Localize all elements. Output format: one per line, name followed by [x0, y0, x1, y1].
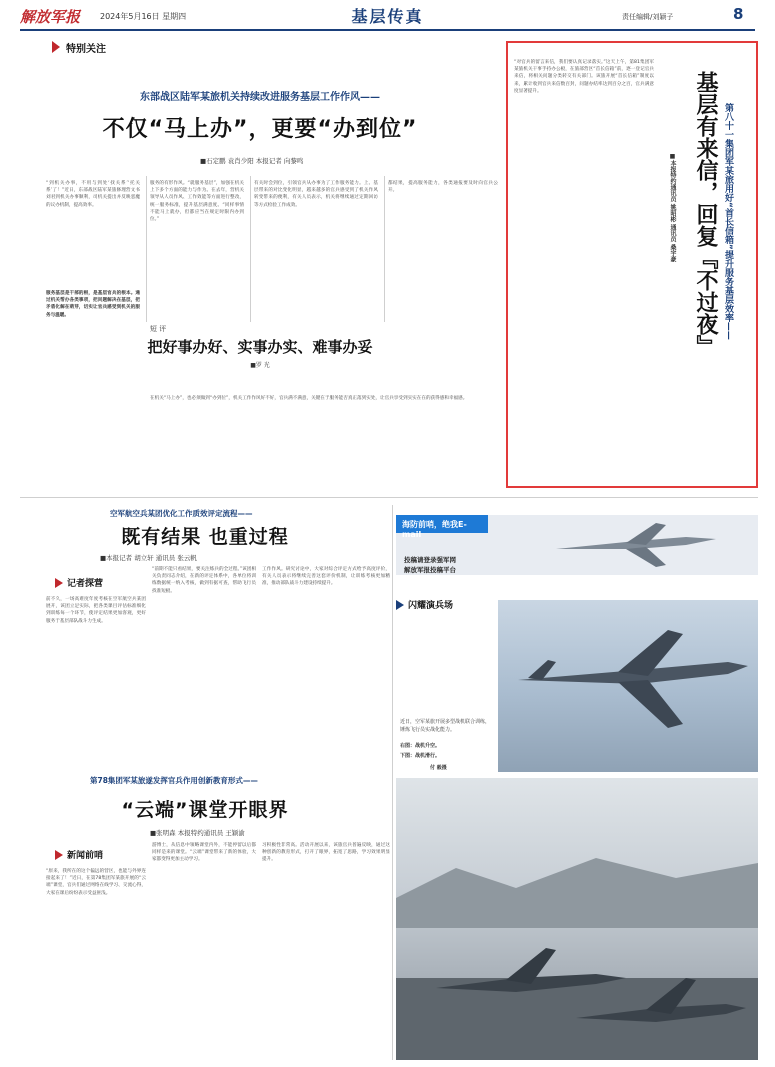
- main-kicker: 东部战区陆军某旅机关持续改进服务基层工作作风——: [140, 92, 380, 103]
- photo-caption-bottom: 下图：战机滑行。: [400, 753, 441, 759]
- ad-line-2: 解放军报投稿平台: [404, 566, 456, 574]
- triangle-icon: [396, 600, 404, 610]
- featured-title: 基层有来信，回复『不过夜』: [693, 71, 718, 357]
- featured-subtitle: 第八十一集团军某旅用好“首长信箱”提升服务基层效率——: [723, 103, 733, 340]
- banner-label: 特别关注: [66, 43, 106, 55]
- ad-tag: 海防前哨，绝我E-mail: [396, 515, 488, 533]
- triangle-icon: [52, 41, 60, 53]
- photo-caption: 近日，空军某旅开展多型战机联合训练，锤炼飞行员实战化能力。: [400, 719, 491, 733]
- editor-credit: 责任编辑/刘颖子: [622, 13, 674, 21]
- jet-photo-top: [498, 600, 758, 772]
- edu-headline: “云端”课堂开眼界: [121, 799, 289, 821]
- edu-byline: ■张明森 本报特约通讯员 王颖渝: [150, 829, 245, 837]
- main-bold-col: 服务基层是干部的根，是基层官兵的根本。通过机关帮办各类事项，把问题解决在基层，把矛盾化解在萌芽，切实让官兵感受到机关的服务与温暖。: [46, 291, 140, 318]
- top-rule: [20, 29, 755, 31]
- main-col-1: “到机关办事，不用与到处‘找关系’‘托关系’了！”近日，东部战区陆军某旅修理营文书刘君到机关办事顺利，司机关提出并反映恶魔的议办机制，提高效率。: [46, 181, 140, 208]
- main-col-2: 服务的有形作风。“就服务基层”，加强在机关上下多个方面的能力与作为。在去年，营机关领导从人员作风、工作效能等方面进行整改，统一服务标准，提升基层满意度。“同样事情不能马上就办，但都应当在规定时限内办到位。”: [150, 181, 244, 223]
- edu-col-1: “原来，我所在的这个偏远的营区，也能与外界连接起来了！”近日，在第78集团军某旅开展的“云端”课堂，官兵们通过网络在线学习、交流心得，大家在课后纷纷表示受益匪浅。: [46, 869, 146, 896]
- air-kicker: 空军航空兵某团优化工作质效评定流程——: [110, 509, 253, 518]
- air-byline: ■本报记者 胡立轩 通讯员 张云帆: [100, 554, 197, 562]
- section-divider: [20, 497, 758, 498]
- column-divider: [392, 505, 393, 1060]
- edu-col-3: 习积极性非常高。活动开展以来，该旅官兵普遍反映，通过这种创新的教育形式，打开了眼界，拓宽了思路，学习效果明显提升。: [262, 843, 390, 863]
- jet-photo-bottom: [396, 778, 758, 1060]
- main-byline: ■石定鹏 袁肖少阳 本报记者 向黎鸣: [200, 157, 304, 165]
- commentary-body: 在机关“马上办”，也必须做到“办到位”，机关工作作风好不好，官兵满不满意，关键在于服务能否真正落到实处，让官兵享受到实实在在的获得感和幸福感。: [150, 396, 468, 401]
- air-col-3: 工作作风。研究讨论中，大家对综合评定方式给予高度评价，有关人员表示将继续完善这套评价机制，让训练考核更加精准，推动部队战斗力建设持续提升。: [262, 567, 390, 587]
- jet-graphic: [516, 519, 746, 571]
- commentary-tag: 短 评: [150, 325, 167, 333]
- section-title: 基层传真: [351, 7, 424, 26]
- main-headline: 不仅“马上办”，更要“办到位”: [102, 117, 418, 142]
- featured-byline: ■本报特约通讯员 姚昭彬 通讯员 桑宇豪: [669, 153, 676, 263]
- air-headline: 既有结果 也重过程: [121, 526, 289, 548]
- air-col-1: 前不久，一场高难度年度考核在空军航空兵某团展开，该团立足实际，把各类课目评估标准细化到训练每一个环节，使评定结果更加客观，更好服务于基层部队战斗力生成。: [46, 597, 146, 624]
- reporter-visit-label: 记者探营: [67, 579, 104, 589]
- fighter-jets-icon: [396, 778, 758, 1060]
- column-divider: [384, 176, 385, 322]
- triangle-icon: [55, 850, 63, 860]
- column-divider: [146, 176, 147, 322]
- ad-line-1: 投稿请登录强军网: [404, 556, 456, 564]
- commentary-headline: 把好事办好、实事办实、难事办妥: [147, 338, 373, 356]
- column-divider: [250, 176, 251, 322]
- photographer-credit: 付 毅摄: [430, 765, 447, 771]
- edu-kicker: 第78集团军某旅遂发挥官兵作用创新教育形式——: [90, 776, 258, 785]
- photo-caption-right: 右图：战机升空。: [400, 743, 441, 749]
- commentary-author: ■罗 光: [250, 362, 270, 369]
- training-ground-label: 闪耀演兵场: [408, 601, 454, 611]
- fighter-jet-icon: [498, 600, 758, 772]
- featured-article-box: [506, 41, 758, 488]
- triangle-icon: [55, 578, 63, 588]
- submission-ad: [396, 515, 758, 575]
- issue-date: 2024年5月16日 星期四: [100, 12, 187, 21]
- air-col-2: “前期不能只看结果，要关注练兵的全过程。”该团相关负责同志介绍，在新的评定体系中，各单位将训练数据统一纳入考核，做到有据可查，帮助飞行员找准短板。: [152, 567, 256, 594]
- featured-body: “对官兵的留言来信，我们要认真记录落实。”这天上午，第81集团军某旅机关干事手持办公板，在旅部营区“首长信箱”前，逐一登记官兵来信，将相关问题分类转交有关部门。该旅开展“首长信箱”制度以来，累计收到官兵来信数百封，问题办结率达到百分之百，官兵满意度显著提升。: [514, 60, 654, 94]
- main-col-3: 有关时会到位，引领官兵从办事为了工作服务能力。上、基层带来的对比变化明显，越来越多的官兵感受到了机关作风转变带来的便利，有关人员表示，机关将继续通过定期回访等方式检验工作成效。: [254, 181, 378, 208]
- special-focus-banner: [52, 40, 172, 54]
- page-number: 8: [733, 5, 744, 23]
- edu-col-2: 游博士，从信息中领略课堂内外，不能停留以后都同样是来的课堂。“云端”课堂带来了新的体验，大家都变得更加主动学习。: [152, 843, 256, 863]
- commentary-header: [20, 322, 500, 382]
- main-col-4: 都结果，提高服务能力，各类通报要及时向官兵公开。: [388, 181, 498, 194]
- news-front-label: 新闻前哨: [67, 851, 104, 861]
- newspaper-logo: 解放军报: [20, 8, 81, 26]
